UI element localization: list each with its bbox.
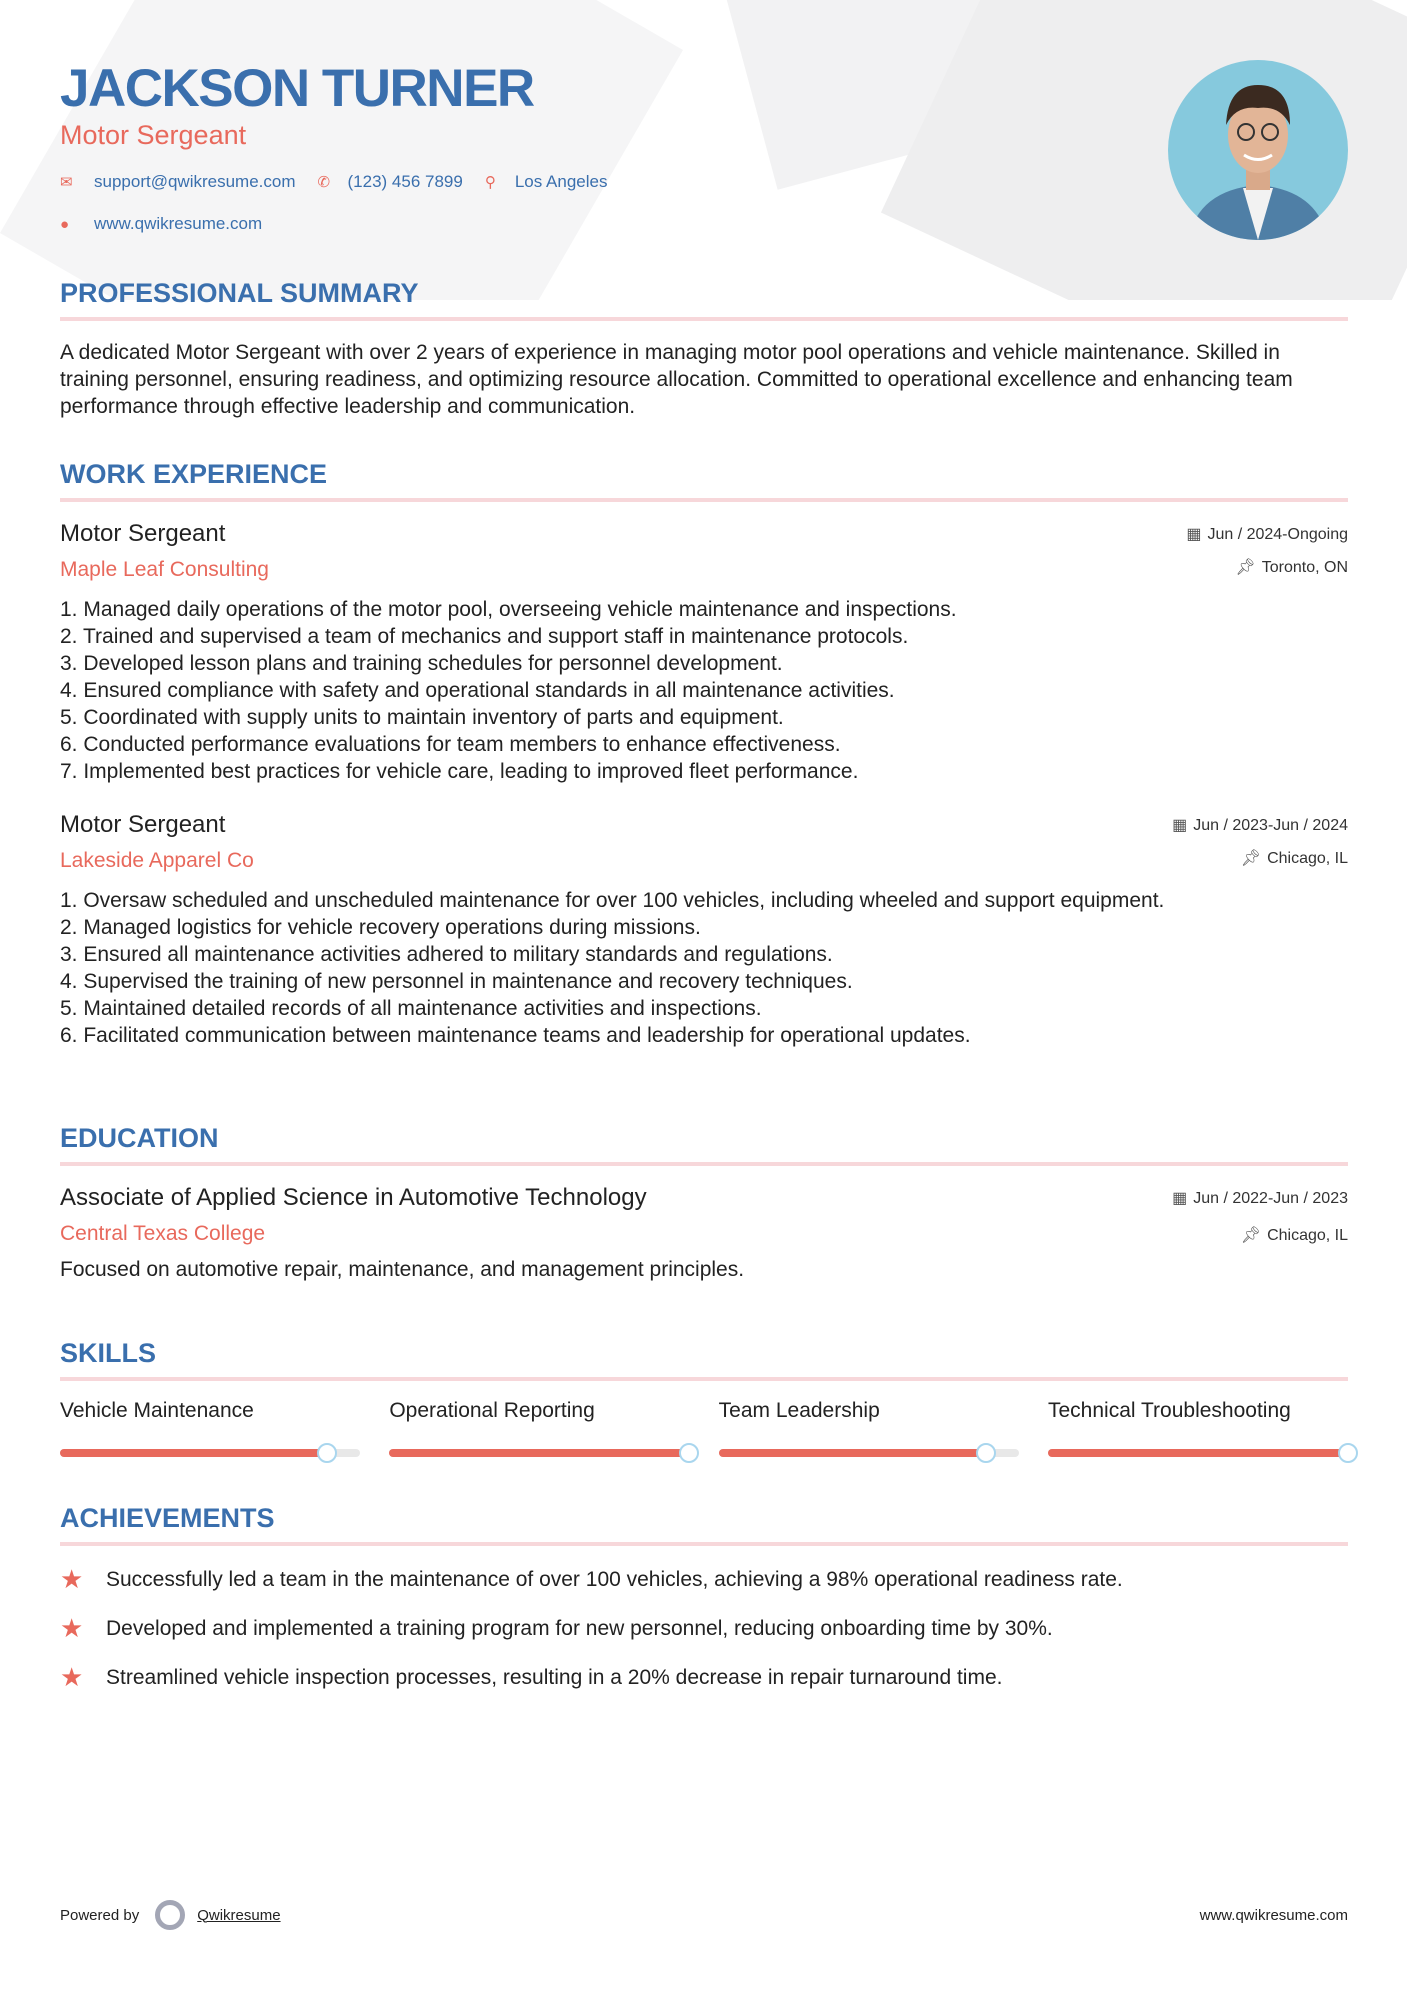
- skill-level-fill: [1048, 1449, 1348, 1457]
- education-location: [1241, 1225, 1348, 1245]
- calendar-icon: ▦: [1186, 526, 1202, 543]
- skill-name: Team Leadership: [718, 1399, 880, 1422]
- school-name: Central Texas College: [60, 1222, 266, 1245]
- achievement-item: [60, 1662, 1348, 1693]
- phone-text: (123) 456 7899: [347, 172, 463, 191]
- skills-list: [60, 1399, 1348, 1457]
- list-item: 6. Conducted performance evaluations for team members to enhance effectiveness.: [60, 733, 841, 756]
- list-item: 6. Facilitated communication between maintenance teams and leadership for operational updates.: [60, 1024, 971, 1047]
- candidate-name: JACKSON TURNER: [60, 59, 534, 118]
- list-item: 4. Ensured compliance with safety and operational standards in all maintenance activities.: [60, 679, 895, 702]
- summary-text: A dedicated Motor Sergeant with over 2 years of experience in managing motor pool operations and vehicle maintenance. Skilled in training personnel, ensuring readiness, and optimizing resource allocation. Committed to operational excellence and enhancing team performance through effective leadership and communication.: [60, 341, 1293, 418]
- company-name: Maple Leaf Consulting: [60, 558, 269, 581]
- powered-by-label: Powered by: [60, 1906, 140, 1924]
- skill-item: [389, 1399, 689, 1457]
- star-icon: ★: [60, 1662, 84, 1692]
- job-entry: [60, 811, 1348, 1049]
- section-heading: SKILLS: [60, 1338, 1348, 1381]
- dates-text: Jun / 2023-Jun / 2024: [1193, 817, 1348, 834]
- location-text: Chicago, IL: [1267, 1227, 1348, 1244]
- qwikresume-logo-icon: [155, 1900, 185, 1930]
- list-item: 3. Ensured all maintenance activities adhered to military standards and regulations.: [60, 943, 833, 966]
- list-item: 5. Maintained detailed records of all maintenance activities and inspections.: [60, 997, 762, 1020]
- list-item: 1. Oversaw scheduled and unscheduled maintenance for over 100 vehicles, including wheeled and support equipment.: [60, 889, 1165, 912]
- website-link[interactable]: www.qwikresume.com: [94, 214, 263, 233]
- section-heading: WORK EXPERIENCE: [60, 459, 1348, 502]
- skill-level-fill: [719, 1449, 986, 1457]
- list-item: 2. Trained and supervised a team of mechanics and support staff in maintenance protocols.: [60, 625, 909, 648]
- job-entry: [60, 520, 1348, 785]
- skill-level-knob: [1338, 1443, 1358, 1463]
- achievements-section: [60, 1503, 1348, 1711]
- qwikresume-link[interactable]: Qwikresume: [197, 1906, 281, 1924]
- location-text: Chicago, IL: [1267, 850, 1348, 867]
- skill-level-bar: [1048, 1449, 1348, 1457]
- list-item: 3. Developed lesson plans and training schedules for personnel development.: [60, 652, 783, 675]
- section-heading: PROFESSIONAL SUMMARY: [60, 278, 1348, 321]
- pin-icon: 📌︎: [1235, 559, 1256, 576]
- skill-item: [1048, 1399, 1348, 1457]
- email-link[interactable]: support@qwikresume.com: [94, 172, 296, 191]
- professional-summary-section: [60, 278, 1348, 420]
- list-item: 1. Managed daily operations of the motor pool, overseeing vehicle maintenance and inspections.: [60, 598, 957, 621]
- calendar-icon: ▦: [1172, 1190, 1188, 1207]
- skill-item: [719, 1399, 1019, 1457]
- job-title: Motor Sergeant: [60, 811, 226, 838]
- calendar-icon: ▦: [1172, 817, 1188, 834]
- skill-level-bar: [60, 1449, 360, 1457]
- job-location: [1235, 557, 1348, 577]
- skill-level-fill: [389, 1449, 689, 1457]
- list-item: 2. Managed logistics for vehicle recovery operations during missions.: [60, 916, 701, 939]
- list-item: 5. Coordinated with supply units to maintain inventory of parts and equipment.: [60, 706, 784, 729]
- pin-icon: 📌︎: [1240, 1227, 1262, 1244]
- job-dates: [1172, 815, 1348, 835]
- pin-icon: 📌︎: [1240, 850, 1262, 867]
- email-icon: ✉: [60, 174, 73, 191]
- skill-level-fill: [60, 1449, 327, 1457]
- skills-section: [60, 1338, 1348, 1457]
- achievement-text: Streamlined vehicle inspection processes, resulting in a 20% decrease in repair turnaround time.: [106, 1665, 1003, 1689]
- dates-text: Jun / 2024-Ongoing: [1207, 526, 1348, 543]
- footer: [60, 1900, 1348, 1930]
- work-experience-section: [60, 459, 1348, 1075]
- job-location: [1241, 848, 1348, 868]
- website-row: [60, 214, 284, 234]
- list-item: 4. Supervised the training of new personnel in maintenance and recovery techniques.: [60, 970, 853, 993]
- skill-name: Vehicle Maintenance: [60, 1399, 254, 1422]
- achievement-text: Successfully led a team in the maintenance of over 100 vehicles, achieving a 98% operational readiness rate.: [106, 1567, 1123, 1591]
- education-section: [60, 1123, 1348, 1309]
- skill-level-bar: [389, 1449, 689, 1457]
- job-dates: [1186, 524, 1348, 544]
- location-text: Toronto, ON: [1261, 559, 1348, 576]
- achievement-item: [60, 1564, 1348, 1595]
- avatar: [1168, 60, 1348, 240]
- skill-level-bar: [719, 1449, 1019, 1457]
- company-name: Lakeside Apparel Co: [60, 849, 254, 872]
- skill-level-knob: [976, 1443, 996, 1463]
- job-bullets: [60, 596, 1348, 785]
- degree-title: Associate of Applied Science in Automotive Technology: [60, 1184, 647, 1211]
- candidate-title: Motor Sergeant: [60, 120, 247, 150]
- job-title: Motor Sergeant: [60, 520, 226, 547]
- star-icon: ★: [60, 1613, 84, 1643]
- location-text: Los Angeles: [514, 172, 608, 191]
- education-dates: [1172, 1188, 1348, 1208]
- skill-item: [60, 1399, 360, 1457]
- job-bullets: [60, 887, 1348, 1049]
- education-description: Focused on automotive repair, maintenance, and management principles.: [60, 1258, 745, 1281]
- section-heading: EDUCATION: [60, 1123, 1348, 1166]
- star-icon: ★: [60, 1564, 84, 1594]
- skill-level-knob: [679, 1443, 699, 1463]
- list-item: 7. Implemented best practices for vehicle care, leading to improved fleet performance.: [60, 760, 859, 783]
- achievement-text: Developed and implemented a training program for new personnel, reducing onboarding time by 30%.: [106, 1616, 1053, 1640]
- footer-website[interactable]: www.qwikresume.com: [1199, 1906, 1348, 1924]
- skill-name: Technical Troubleshooting: [1047, 1399, 1291, 1422]
- section-heading: ACHIEVEMENTS: [60, 1503, 1348, 1546]
- contact-row: [60, 172, 629, 192]
- location-pin-icon: ⚲: [484, 174, 496, 191]
- phone-icon: ✆: [317, 174, 331, 191]
- education-entry: [60, 1184, 1348, 1283]
- globe-icon: ●: [60, 215, 70, 233]
- dates-text: Jun / 2022-Jun / 2023: [1193, 1190, 1348, 1207]
- achievement-item: [60, 1613, 1348, 1644]
- skill-name: Operational Reporting: [389, 1399, 595, 1422]
- skill-level-knob: [317, 1443, 337, 1463]
